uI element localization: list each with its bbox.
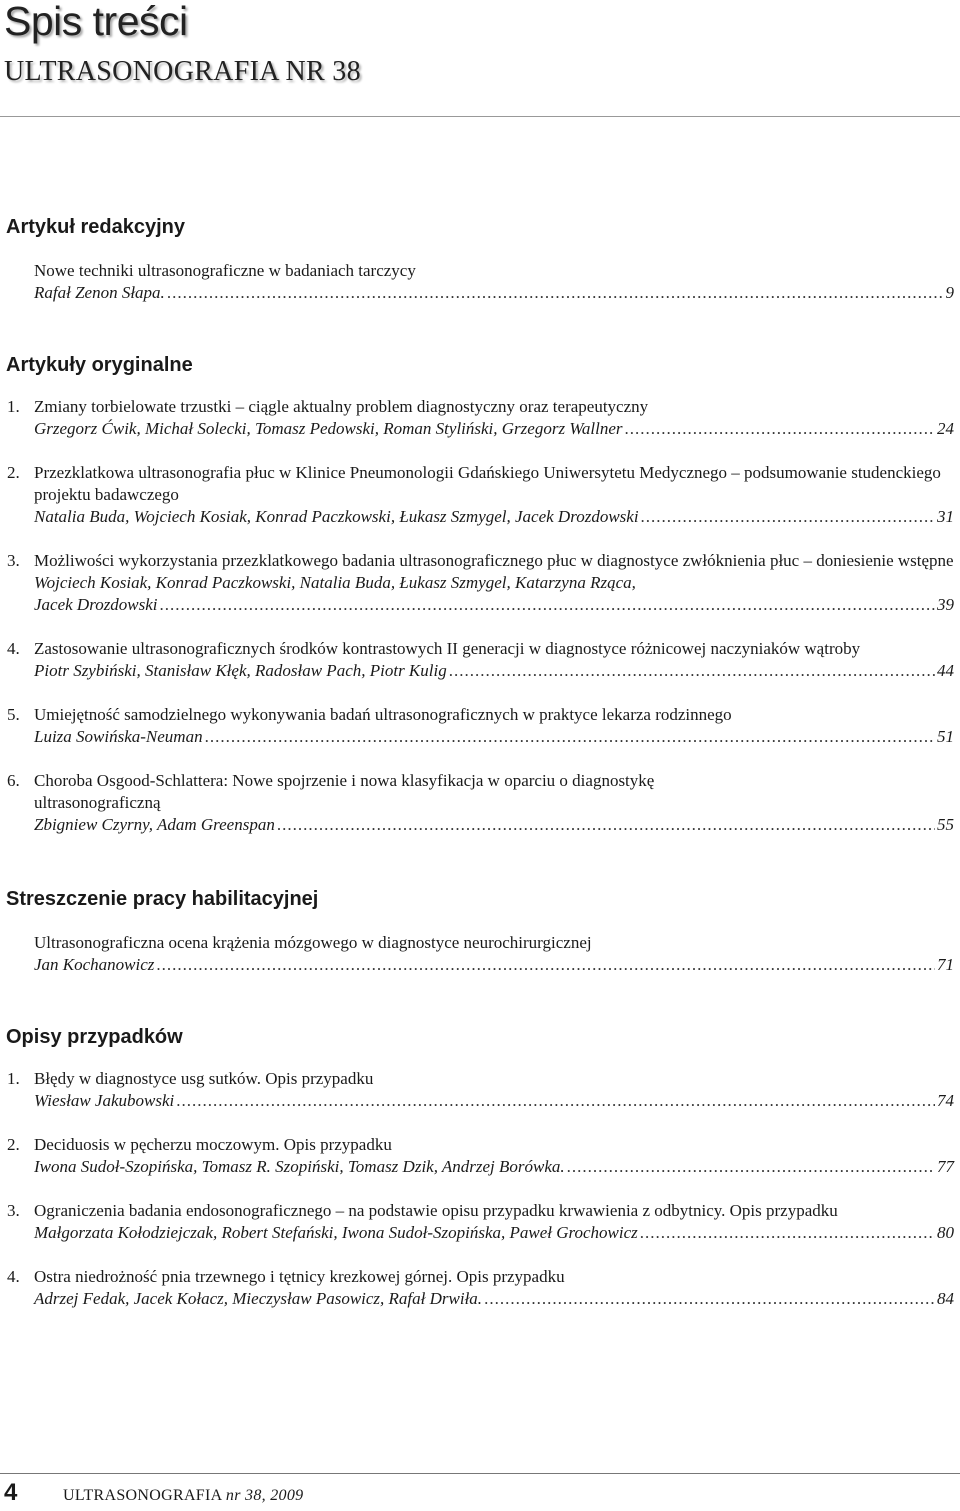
entry-authors: Piotr Szybiński, Stanisław Kłęk, Radosław Pach, Piotr Kulig (34, 661, 447, 680)
section-heading: Opisy przypadków (6, 1026, 183, 1048)
entry-page: 77 (937, 1157, 954, 1176)
section-heading: Artykuły oryginalne (6, 354, 193, 376)
entry-page: 24 (937, 419, 954, 438)
entry-title: Ostra niedrożność pnia trzewnego i tętnicy krezkowej górnej. Opis przypadku (34, 1267, 565, 1286)
entry-authors: Luiza Sowińska-Neuman (34, 727, 203, 746)
dot-leader (167, 282, 944, 304)
section-habilitation-abstract (0, 884, 954, 976)
entry-page: 44 (937, 661, 954, 680)
entry-page: 9 (945, 283, 954, 302)
toc-entry[interactable] (0, 462, 954, 528)
entry-title: Choroba Osgood-Schlattera: Nowe spojrzenie i nowa klasyfikacja w oparciu o diagnostykę ultrasonograficzną (34, 771, 655, 812)
dot-leader (567, 1156, 935, 1178)
dot-leader (156, 954, 935, 976)
dot-leader (205, 726, 935, 748)
header-divider (0, 116, 960, 117)
footer-journal (63, 1487, 303, 1505)
dot-leader (640, 1222, 935, 1244)
entry-authors-line (34, 282, 954, 304)
entry-number: 1. (7, 397, 20, 416)
entry-number: 2. (7, 463, 20, 482)
toc-entry[interactable] (0, 260, 954, 304)
dot-leader (277, 814, 935, 836)
entry-page: 55 (937, 815, 954, 834)
entry-authors-line (34, 814, 954, 836)
entry-authors-lead: Wojciech Kosiak, Konrad Paczkowski, Natalia Buda, Łukasz Szmygel, Katarzyna Rząca, (34, 573, 636, 592)
entry-title: Umiejętność samodzielnego wykonywania badań ultrasonograficznych w praktyce lekarza rodzinnego (34, 705, 732, 724)
entry-title: Ograniczenia badania endosonograficznego – na podstawie opisu przypadku krwawienia z odbytnicy. Opis przypadku (34, 1201, 838, 1220)
entry-number: 3. (7, 551, 20, 570)
entry-title: Ultrasonograficzna ocena krążenia mózgowego w diagnostyce neurochirurgicznej (34, 933, 592, 952)
section-case-reports (0, 1022, 954, 1310)
toc-entry[interactable] (0, 1200, 954, 1244)
footer-page-number: 4 (4, 1479, 18, 1506)
dot-leader (449, 660, 935, 682)
entry-authors: Iwona Sudoł-Szopińska, Tomasz R. Szopiński, Tomasz Dzik, Andrzej Borówka. (34, 1157, 565, 1176)
entry-number: 1. (7, 1069, 20, 1088)
entry-number: 2. (7, 1135, 20, 1154)
entry-number: 3. (7, 1201, 20, 1220)
entry-title: Przezklatkowa ultrasonografia płuc w Klinice Pneumonologii Gdańskiego Uniwersytetu Medycznego – podsumowanie studenckiego projektu badawczego (34, 463, 941, 504)
table-of-contents (0, 212, 954, 1310)
entry-authors: Małgorzata Kołodziejczak, Robert Stefański, Iwona Sudoł-Szopińska, Paweł Grochowicz (34, 1223, 638, 1242)
dot-leader (641, 506, 935, 528)
section-heading: Streszczenie pracy habilitacyjnej (6, 888, 319, 910)
dot-leader (484, 1288, 935, 1310)
entry-authors-line (34, 1090, 954, 1112)
toc-entry[interactable] (0, 932, 954, 976)
entry-authors: Adrzej Fedak, Jacek Kołacz, Mieczysław Pasowicz, Rafał Drwiła. (34, 1289, 483, 1308)
dot-leader (625, 418, 935, 440)
entry-page: 51 (937, 727, 954, 746)
entry-authors-line (34, 1222, 954, 1244)
toc-entry[interactable] (0, 1266, 954, 1310)
page-subtitle: ULTRASONOGRAFIA NR 38 (4, 56, 361, 87)
entry-page: 74 (937, 1091, 954, 1110)
entry-authors: Natalia Buda, Wojciech Kosiak, Konrad Paczkowski, Łukasz Szmygel, Jacek Drozdowski (34, 507, 639, 526)
entry-page: 84 (937, 1289, 954, 1308)
entry-authors: Zbigniew Czyrny, Adam Greenspan (34, 815, 275, 834)
entry-title: Zmiany torbielowate trzustki – ciągle aktualny problem diagnostyczny oraz terapeutyczny (34, 397, 649, 416)
footer-journal-name: ULTRASONOGRAFIA (63, 1487, 222, 1504)
dot-leader (160, 594, 935, 616)
entry-page: 31 (937, 507, 954, 526)
entry-title: Zastosowanie ultrasonograficznych środków kontrastowych II generacji w diagnostyce różnicowej naczyniaków wątroby (34, 639, 861, 658)
entry-page: 39 (937, 595, 954, 614)
section-heading: Artykuł redakcyjny (6, 216, 185, 238)
entry-page: 80 (937, 1223, 954, 1242)
toc-entry[interactable] (0, 1068, 954, 1112)
entry-authors: Grzegorz Ćwik, Michał Solecki, Tomasz Pedowski, Roman Styliński, Grzegorz Wallner (34, 419, 623, 438)
entry-authors-line (34, 726, 954, 748)
entry-title: Błędy w diagnostyce usg sutków. Opis przypadku (34, 1069, 374, 1088)
entry-authors: Rafał Zenon Słapa. (34, 283, 165, 302)
entry-number: 4. (7, 639, 20, 658)
entry-title: Możliwości wykorzystania przezklatkowego badania ultrasonograficznego płuc w diagnostyce zwłóknienia płuc – doniesienie wstępne (34, 551, 954, 570)
entry-authors-line (34, 506, 954, 528)
footer-issue: nr 38, 2009 (225, 1487, 304, 1504)
entry-number: 5. (7, 705, 20, 724)
entry-authors-line (34, 594, 954, 616)
entry-authors-line (34, 1156, 954, 1178)
toc-entry[interactable] (0, 638, 954, 682)
entry-number: 4. (7, 1267, 20, 1286)
section-original-articles (0, 350, 954, 836)
entry-authors-line (34, 660, 954, 682)
entry-number: 6. (7, 771, 20, 790)
entry-authors: Jacek Drozdowski (34, 595, 158, 614)
entry-authors-line (34, 1288, 954, 1310)
page-title: Spis treści (4, 0, 188, 44)
entry-authors: Jan Kochanowicz (34, 955, 155, 974)
toc-entry[interactable] (0, 550, 954, 616)
entry-page: 71 (937, 955, 954, 974)
toc-entry[interactable] (0, 770, 954, 836)
toc-entry[interactable] (0, 396, 954, 440)
entry-authors-line (34, 418, 954, 440)
toc-entry[interactable] (0, 704, 954, 748)
entry-title: Deciduosis w pęcherzu moczowym. Opis przypadku (34, 1135, 392, 1154)
entry-authors: Wiesław Jakubowski (34, 1091, 175, 1110)
toc-entry[interactable] (0, 1134, 954, 1178)
dot-leader (176, 1090, 935, 1112)
entry-authors-line (34, 954, 954, 976)
entry-title: Nowe techniki ultrasonograficzne w badaniach tarczycy (34, 261, 416, 280)
section-editorial (0, 212, 954, 304)
footer-divider (0, 1473, 960, 1474)
